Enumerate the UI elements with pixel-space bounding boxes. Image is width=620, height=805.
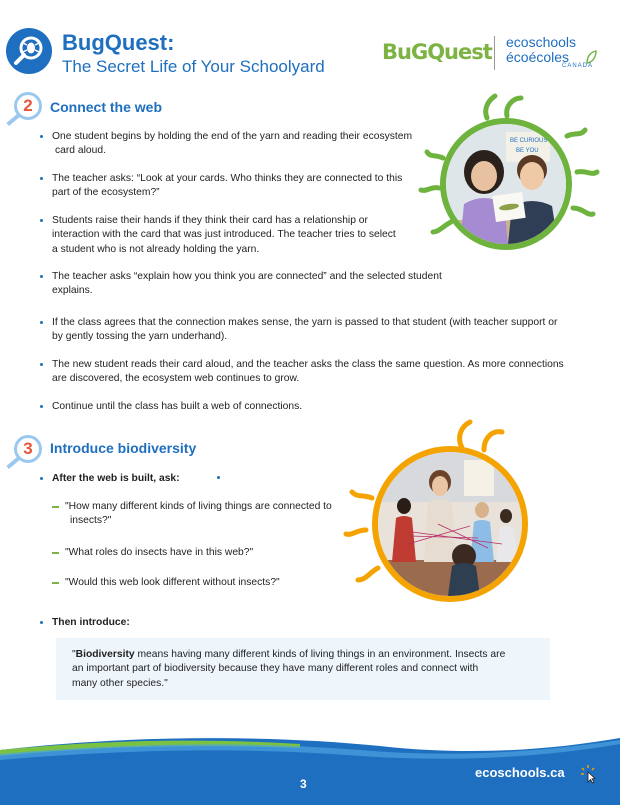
section-title-connect-web: Connect the web	[50, 99, 163, 115]
bullet-line: The teacher asks: “Look at your cards. Who thinks they are connected to this	[52, 173, 403, 184]
sign-text-2: BE YOU	[516, 148, 539, 154]
bugquest-logo-text: BuGQuest	[382, 40, 492, 64]
biodiversity-definition-box	[56, 638, 550, 700]
section-number-2: 2	[14, 92, 42, 120]
bullet-line: Continue until the class has built a web of connections.	[52, 401, 303, 412]
photo-students-with-card	[440, 118, 572, 250]
bullet-text	[40, 214, 396, 257]
section2-bullet	[40, 316, 557, 345]
bullet-text	[40, 270, 442, 299]
bullet-line: are discovered, the ecosystem web continues to grow.	[52, 373, 300, 385]
bullet-line: card aloud.	[55, 145, 106, 157]
bullet-line: part of the ecosystem?”	[52, 187, 160, 199]
footer-site-link[interactable]: ecoschools.ca	[475, 765, 565, 780]
section-title-introduce-biodiversity: Introduce biodiversity	[50, 440, 197, 456]
bullet-text	[40, 316, 557, 345]
then-introduce-bullet	[40, 616, 130, 630]
bug-magnifier-icon	[6, 28, 52, 74]
question-text	[52, 546, 253, 560]
bullet-line: The teacher asks “explain how you think you are connected” and the selected student	[52, 271, 442, 282]
section2-bullet	[40, 172, 402, 201]
section2-bullet	[40, 214, 396, 257]
question-line: "Would this web look different without insects?"	[65, 577, 280, 588]
page-subtitle: The Secret Life of Your Schoolyard	[62, 57, 325, 76]
page-title: BugQuest:	[62, 30, 175, 55]
question-text	[52, 500, 332, 529]
quote-line-2: an important part of biodiversity because they have many different roles and connect with	[72, 663, 479, 675]
bullet-line: Students raise their hands if they think their card has a relationship or	[52, 215, 368, 226]
sign-text-1: BE CURIOUS	[510, 138, 548, 144]
bullet-line: by gently tossing the yarn underhand).	[52, 331, 228, 343]
question-item	[52, 546, 253, 560]
bullet-text	[40, 172, 402, 201]
bugquest-logo	[382, 36, 492, 68]
question-item	[52, 576, 280, 590]
bullet-text	[40, 400, 302, 414]
quote-line-1	[72, 648, 534, 662]
after-web-label: After the web is built, ask:	[52, 473, 180, 484]
section-number-3: 3	[14, 435, 42, 463]
bullet-line: One student begins by holding the end of the yarn and reading their ecosystem	[52, 131, 413, 142]
bullet-text	[40, 130, 412, 159]
ecoschools-logo-text: ecoschools	[506, 34, 577, 50]
quote-bold-term: Biodiversity	[75, 649, 135, 660]
page-number: 3	[300, 777, 307, 791]
bullet-line: explains.	[52, 285, 93, 297]
bullet-line: interaction with the card that was just introduced. The teacher tries to select	[52, 229, 396, 241]
bullet-line: If the class agrees that the connection makes sense, the yarn is passed to that student (with teacher support or	[52, 317, 558, 328]
bullet-text	[40, 358, 564, 387]
question-line: "How many different kinds of living things are connected to	[65, 501, 332, 512]
stray-dot	[217, 476, 220, 479]
section2-bullet	[40, 130, 412, 159]
question-text	[52, 576, 280, 590]
question-line: insects?"	[70, 515, 112, 527]
section2-bullet	[40, 400, 302, 414]
question-item	[52, 500, 332, 529]
bullet-line: a student who is not already holding the yarn.	[52, 243, 260, 255]
bullet-line: The new student reads their card aloud, and the teacher asks the class the same question. As more connections	[52, 359, 564, 370]
quote-line-3: many other species."	[72, 677, 168, 689]
canada-logo-text: CANADA	[562, 63, 594, 69]
photo-class-yarn-web	[372, 446, 528, 602]
after-web-bullet	[40, 472, 180, 486]
question-line: "What roles do insects have in this web?"	[65, 547, 254, 558]
cursor-click-icon	[580, 764, 600, 789]
quote-line-1-text: means having many different kinds of living things in an environment. Insects are	[134, 649, 506, 660]
section2-bullet	[40, 270, 442, 299]
logo-divider	[494, 36, 495, 70]
section2-bullet	[40, 358, 564, 387]
quote-open-mark: "	[72, 649, 76, 660]
ecoecoles-logo-text: écoécoles	[506, 49, 570, 65]
then-introduce-label: Then introduce:	[52, 617, 130, 628]
